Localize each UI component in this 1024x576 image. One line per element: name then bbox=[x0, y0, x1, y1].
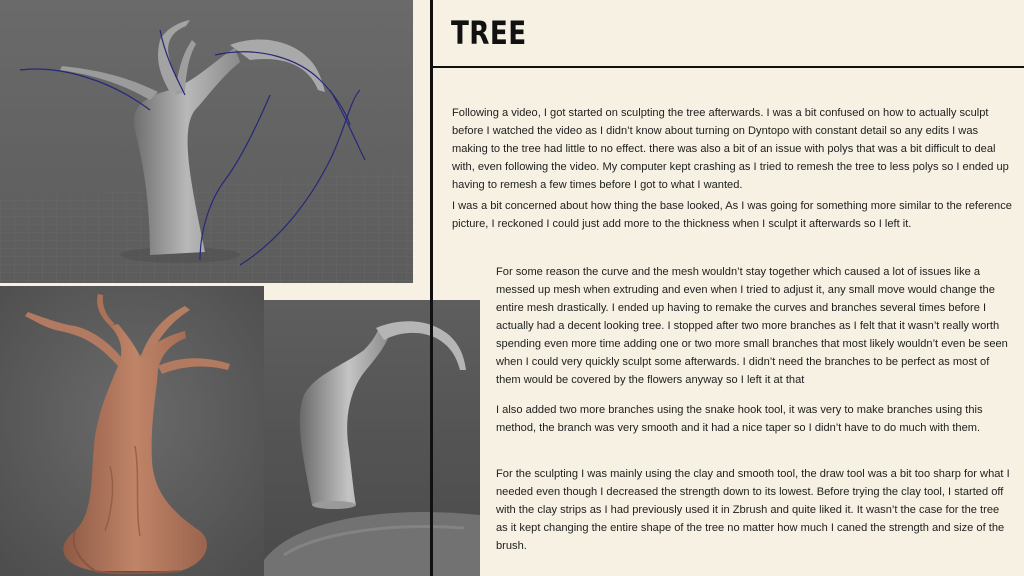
vertical-divider bbox=[430, 0, 433, 576]
tree-mesh-screenshot bbox=[264, 300, 480, 576]
tree-curve-screenshot bbox=[0, 0, 413, 283]
paragraph-curves: For some reason the curve and the mesh wouldn’t stay together which caused a lot of issues like a messed up mesh when extruding and even when I tried to adjust it, any small move would change the entire mesh drastically. I ended up having to remake the curves and branches several times before I actually had a decent looking tree. I stopped after two more branches as I felt that it wasn’t really worth spending even more time adding one or two more small branches that most likely wouldn’t even be seen when I could very quickly sculpt some afterwards. I didn’t need the branches to be perfect as most of them would be covered by the flowers anyway so I left it at that bbox=[496, 266, 1008, 386]
clay-sculpt-screenshot bbox=[0, 286, 264, 576]
paragraph-snake-hook: I also added two more branches using the snake hook tool, it was very to make branches using this method, the branch was very smooth and it had a nice taper so I didn’t have to do much with them. bbox=[496, 404, 983, 434]
paragraph-dyntopo: Following a video, I got started on sculpting the tree afterwards. I was a bit confused on how to actually sculpt before I watched the video as I didn’t know about turning on Dyntopo with constant detail so any edits I was making to the tree had little to no effect. there was also a bit of an issue with polys that was a bit difficult to deal with, even following the video. My computer kept crashing as I tried to remesh the tree to less polys so I ended up having to remesh a few times before I got to what I wanted. bbox=[452, 107, 1009, 191]
page-title: TREE bbox=[451, 14, 527, 52]
title-divider bbox=[430, 66, 1024, 68]
paragraph-sculpting: For the sculpting I was mainly using the clay and smooth tool, the draw tool was a bit too sharp for what I needed even though I decreased the strength down to its lowest. Before trying the clay tool, I started off with the clay strips as I had previously used it in Zbrush and quite liked it. It wasn’t the case for the tree as it kept changing the entire shape of the tree no matter how much I caned the strength and size of the brush. bbox=[496, 468, 1010, 552]
paragraph-base: I was a bit concerned about how thing the base looked, As I was going for something more similar to the reference picture, I reckoned I could just add more to the thickness when I sculpt it afterwards so I left it. bbox=[452, 200, 1012, 230]
